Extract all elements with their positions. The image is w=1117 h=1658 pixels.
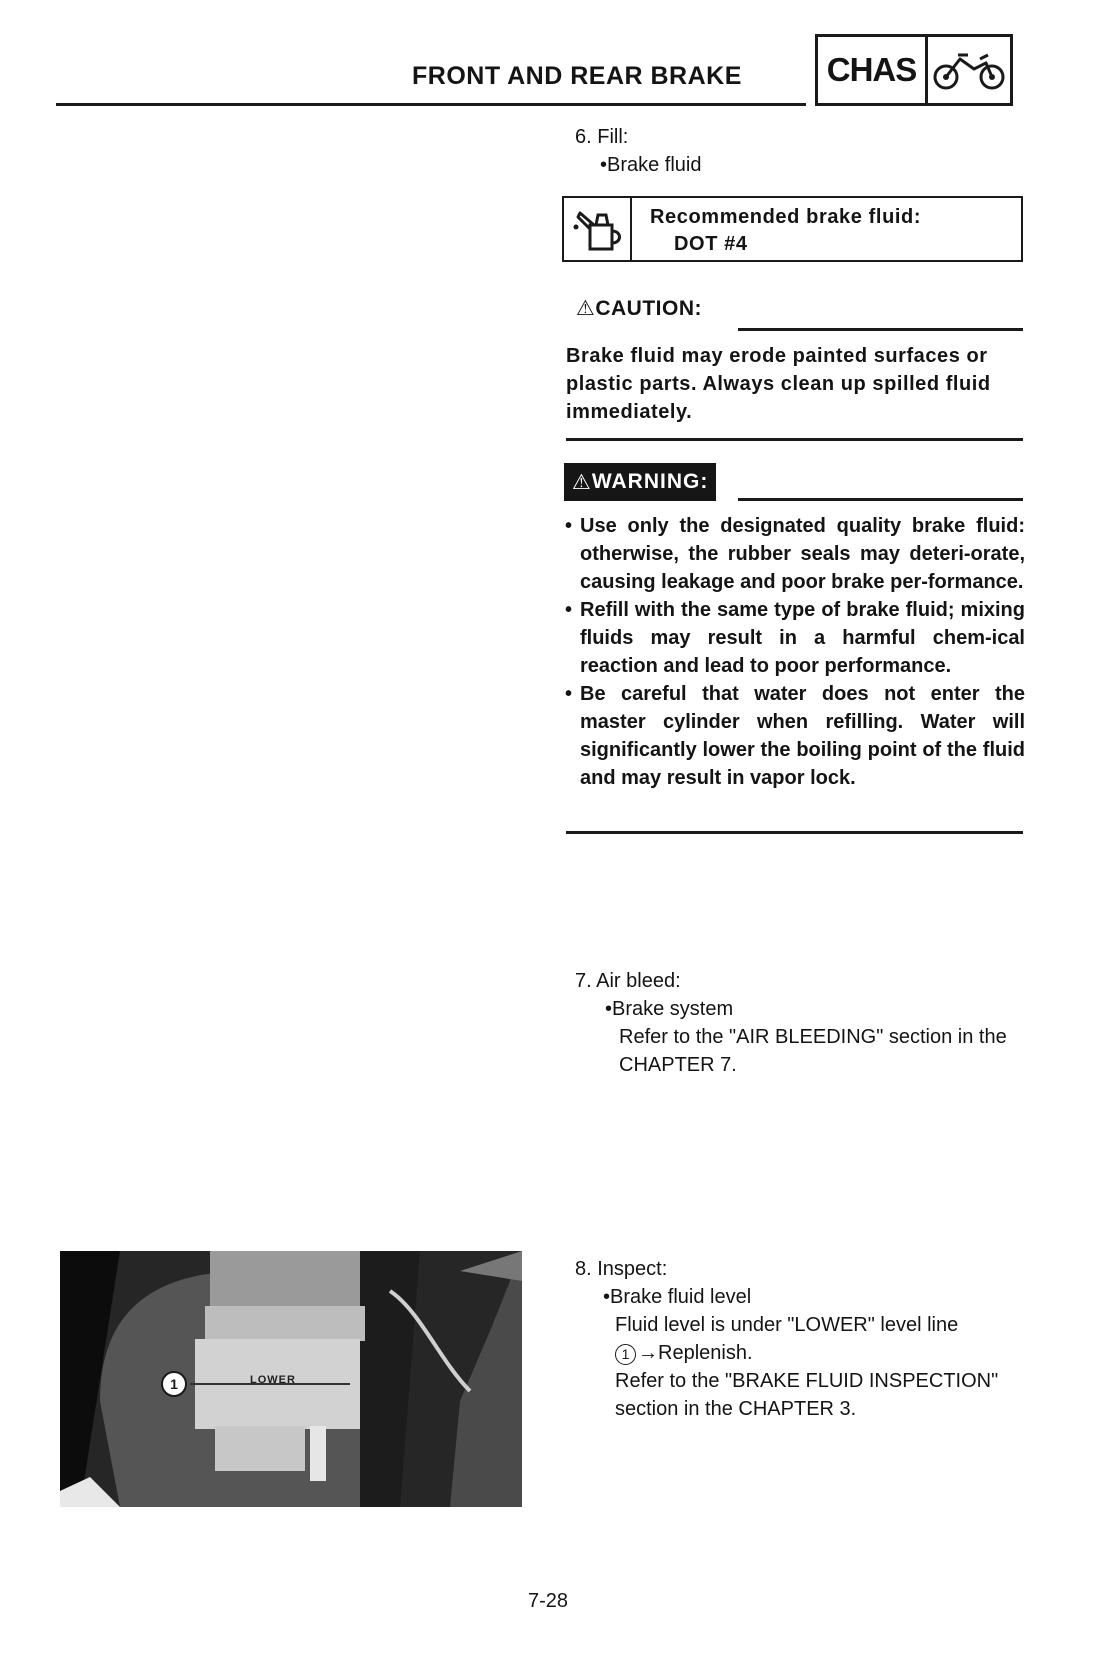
step-7-bullet: •Brake system bbox=[605, 998, 734, 1020]
section-code: CHAS bbox=[818, 37, 928, 103]
step-8-heading: 8. Inspect: bbox=[575, 1258, 668, 1280]
warning-item-2: Refill with the same type of brake fluid; mixing fluids may result in a harmful chem-ical reaction and lead to poor performance. bbox=[580, 599, 1025, 677]
page-number: 7-28 bbox=[528, 1590, 569, 1612]
caution-line-3: immediately. bbox=[566, 401, 693, 423]
step-6-heading: 6. Fill: bbox=[575, 126, 629, 148]
list-item: • Be careful that water does not enter the master cylinder when refilling. Water will significantly lower the boiling point of the fluid and may result in vapor lock. bbox=[565, 680, 1025, 792]
step-7-line-1: Refer to the "AIR BLEEDING" section in the bbox=[619, 1026, 1007, 1048]
warning-list bbox=[565, 512, 1025, 792]
reservoir-photo bbox=[60, 1251, 522, 1507]
caution-heading-rule bbox=[738, 328, 1023, 331]
warning-triangle-icon: ⚠ bbox=[572, 470, 592, 494]
list-item: • Use only the designated quality brake fluid: otherwise, the rubber seals may deteri-orate, causing leakage and poor brake per-formance. bbox=[565, 512, 1025, 596]
step-7-heading: 7. Air bleed: bbox=[575, 970, 681, 992]
caution-line-1: Brake fluid may erode painted surfaces or bbox=[566, 345, 988, 367]
list-item: • Refill with the same type of brake fluid; mixing fluids may result in a harmful chem-ical reaction and lead to poor performance. bbox=[565, 596, 1025, 680]
oil-can-icon bbox=[564, 198, 632, 260]
step-8-line-1: Fluid level is under "LOWER" level line bbox=[615, 1314, 959, 1336]
motorcycle-icon bbox=[928, 37, 1010, 103]
recommended-fluid-box bbox=[562, 196, 1023, 262]
step-8-line-2: 1 →Replenish. bbox=[615, 1339, 753, 1367]
photo-callout: 1 bbox=[170, 1376, 178, 1392]
header-rule bbox=[56, 103, 806, 106]
warning-item-3: Be careful that water does not enter the master cylinder when refilling. Water will significantly lower the boiling point of the fluid and may result in vapor lock. bbox=[580, 683, 1025, 789]
step-8-bullet: •Brake fluid level bbox=[603, 1286, 752, 1308]
caution-line-2: plastic parts. Always clean up spilled fluid bbox=[566, 373, 991, 395]
section-badge bbox=[815, 34, 1013, 106]
step-7-line-2: CHAPTER 7. bbox=[619, 1054, 737, 1076]
warning-heading: ⚠ WARNING: bbox=[564, 463, 716, 501]
caution-heading: ⚠CAUTION: bbox=[576, 297, 702, 320]
spec-label: Recommended brake fluid: bbox=[650, 206, 922, 228]
caution-end-rule bbox=[566, 438, 1023, 441]
step-8-line-4: section in the CHAPTER 3. bbox=[615, 1398, 857, 1420]
caution-triangle-icon: ⚠ bbox=[576, 297, 596, 320]
step-6-bullet: •Brake fluid bbox=[600, 154, 702, 176]
warning-end-rule bbox=[566, 831, 1023, 834]
photo-level-text: LOWER bbox=[250, 1374, 296, 1386]
spec-value: DOT #4 bbox=[674, 233, 748, 255]
warning-heading-rule bbox=[738, 498, 1023, 501]
page-title: FRONT AND REAR BRAKE bbox=[412, 62, 742, 90]
warning-item-1: Use only the designated quality brake fluid: otherwise, the rubber seals may deteri-orate, causing leakage and poor brake per-formance. bbox=[580, 515, 1025, 593]
callout-number: 1 bbox=[615, 1344, 636, 1365]
step-8-line-3: Refer to the "BRAKE FLUID INSPECTION" bbox=[615, 1370, 999, 1392]
